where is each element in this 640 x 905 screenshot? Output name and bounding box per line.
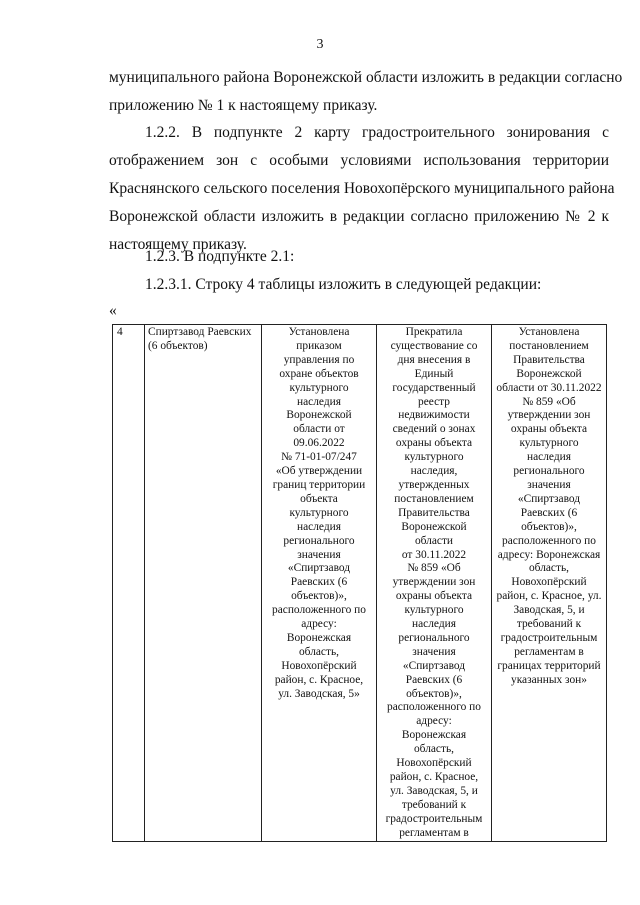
cell-text-line: Заводская, 5, и [513, 604, 585, 617]
text-line: 1.2.3. В подпункте 2.1: [145, 248, 295, 265]
cell-text-line: охраны объекта [510, 423, 588, 436]
cell-text-line: Прекратила [405, 326, 463, 338]
cell-text-line: Воронежской [286, 409, 352, 422]
cell-text-line: ул. Заводская, 5» [278, 687, 360, 700]
cell-text-line: Установлена [288, 326, 350, 338]
cell-text-line: культурного [404, 604, 464, 617]
row-number: 4 [117, 326, 123, 338]
cell-text-line: постановлением [509, 339, 589, 352]
cell-text-line: значения [297, 548, 341, 561]
cell-text-line: области от [293, 423, 345, 436]
cell-text-line: Спиртзавод Раевских [148, 326, 252, 338]
text-line: настоящему приказу. [109, 236, 247, 253]
cell-text-line: регламентам в [514, 645, 584, 658]
cell-text-line: «Спиртзавод [287, 562, 351, 575]
row-number-cell [113, 325, 145, 842]
cell-text-line: управления по [283, 353, 355, 366]
cell-text-line: утверждении зон [507, 409, 591, 422]
cell-text-line: сведений о зонах [392, 423, 476, 436]
cell-text-line: наследия [297, 520, 341, 533]
cell-text-line: адресу: Воронежская [497, 548, 601, 561]
cell-text-line: № 859 «Об [407, 562, 461, 575]
cell-text-line: градостроительным [385, 812, 483, 825]
amendment-table [112, 324, 607, 842]
cell-text-line: наследия, [410, 465, 458, 478]
cell-text-line: Новохопёрский [511, 576, 587, 589]
text-line: 1.2.2. В подпункте 2 карту градостроительного зонирования с [145, 124, 609, 141]
cell-text-line: охраны объекта [395, 437, 473, 450]
established-by-resolution-cell [492, 325, 607, 842]
cell-text-line: постановлением [394, 492, 474, 505]
cell-text-line: № 859 «Об [522, 395, 576, 408]
cell-text-line: существование со [390, 339, 478, 352]
cell-text-line: охраны объекта [395, 590, 473, 603]
text-line: муниципального района Воронежской области изложить в редакции согласно [109, 69, 623, 86]
cell-text-line: утвержденных [398, 478, 470, 491]
cell-text-line: Раевских (6 [405, 673, 463, 686]
cell-text-line: культурного [289, 506, 349, 519]
cell-text-line: объектов)», [406, 687, 462, 700]
cell-text-line: регионального [513, 465, 585, 478]
cell-text-line: государственный [392, 381, 476, 394]
cell-text-line: (6 объектов) [148, 339, 208, 352]
paragraph-3 [109, 243, 609, 271]
text-line: Краснянского сельского поселения Новохопёрского муниципального района [109, 180, 615, 197]
cell-text-line: охране объектов [279, 367, 359, 380]
cell-text-line: границ территории [272, 478, 366, 491]
text-line: 1.2.3.1. Строку 4 таблицы изложить в следующей редакции: [145, 276, 542, 293]
cell-text-line: адресу: [301, 618, 337, 631]
cell-text-line: недвижимости [398, 409, 470, 422]
ceased-existence-cell [377, 325, 492, 842]
paragraph-1 [109, 64, 623, 120]
cell-text-line: расположенного по [502, 534, 596, 547]
cell-text-line: наследия [412, 618, 456, 631]
cell-text-line: объекта [300, 492, 338, 505]
cell-text-line: Воронежская [286, 631, 352, 644]
cell-text-line: Правительства [398, 506, 470, 519]
cell-text-line: «Об утверждении [275, 465, 363, 478]
cell-text-line: Правительства [513, 353, 585, 366]
cell-text-line: расположенного по [387, 701, 481, 714]
cell-text-line: Раевских (6 [290, 576, 348, 589]
cell-text-line: указанных зон» [511, 673, 587, 686]
text-line: приложению № 1 к настоящему приказу. [109, 97, 378, 114]
cell-text-line: область, [298, 645, 340, 658]
cell-text-line: Раевских (6 [520, 506, 578, 519]
cell-text-line: наследия [297, 395, 341, 408]
cell-text-line: значения [412, 645, 456, 658]
cell-text-line: № 71-01-07/247 [281, 451, 357, 464]
cell-text-line: район, с. Красное, [389, 771, 479, 783]
cell-text-line: «Спиртзавод [517, 492, 581, 505]
cell-text-line: Новохопёрский [281, 659, 357, 672]
opening-quote-mark: « [109, 302, 117, 319]
cell-text-line: объектов)», [521, 520, 577, 533]
page-number: 3 [316, 37, 324, 52]
cell-text-line: регламентам в [399, 826, 469, 839]
cell-text-line: области от 30.11.2022 [496, 381, 602, 394]
object-name-cell [145, 325, 262, 842]
cell-text-line: культурного [404, 451, 464, 464]
cell-text-line: области [414, 534, 454, 547]
cell-text-line: значения [527, 478, 571, 491]
cell-text-line: Воронежская [401, 729, 467, 742]
cell-text-line: адресу: [416, 715, 452, 728]
paragraph-4 [109, 271, 609, 299]
established-by-order-cell [262, 325, 377, 842]
cell-text-line: объектов)», [291, 590, 347, 603]
cell-text-line: культурного [519, 437, 579, 450]
cell-text-line: реестр [418, 395, 450, 408]
cell-text-line: требований к [401, 798, 467, 811]
cell-text-line: границах территорий [497, 659, 601, 672]
cell-text-line: ул. Заводская, 5, и [390, 784, 478, 797]
cell-text-line: культурного [289, 381, 349, 394]
cell-text-line: приказом [296, 339, 342, 352]
cell-text-line: от 30.11.2022 [401, 548, 467, 561]
cell-text-line: район, с. Красное, [274, 673, 364, 686]
cell-text-line: Новохопёрский [396, 757, 472, 770]
cell-text-line: область, [413, 743, 455, 756]
cell-text-line: требований к [516, 618, 582, 631]
cell-text-line: дня внесения в [397, 353, 471, 366]
cell-text-line: расположенного по [272, 604, 366, 617]
cell-text-line: Установлена [518, 326, 580, 338]
cell-text-line: «Спиртзавод [402, 659, 466, 672]
table-row [113, 325, 607, 842]
cell-text-line: утверждении зон [392, 576, 476, 589]
cell-text-line: градостроительным [500, 631, 598, 644]
cell-text-line: 09.06.2022 [293, 437, 345, 450]
cell-text-line: район, с. Красное, ул. [496, 590, 602, 603]
cell-text-line: регионального [398, 631, 470, 644]
text-line: Воронежской области изложить в редакции согласно приложению № 2 к [109, 208, 609, 225]
cell-text-line: Единый [414, 367, 454, 380]
cell-text-line: Воронежской [516, 367, 582, 380]
cell-text-line: регионального [283, 534, 355, 547]
paragraph-2 [109, 119, 615, 259]
cell-text-line: Воронежской [401, 520, 467, 533]
text-line: отображением зон с особыми условиями использования территории [109, 152, 609, 169]
cell-text-line: наследия [527, 451, 571, 464]
cell-text-line: область, [528, 562, 570, 575]
